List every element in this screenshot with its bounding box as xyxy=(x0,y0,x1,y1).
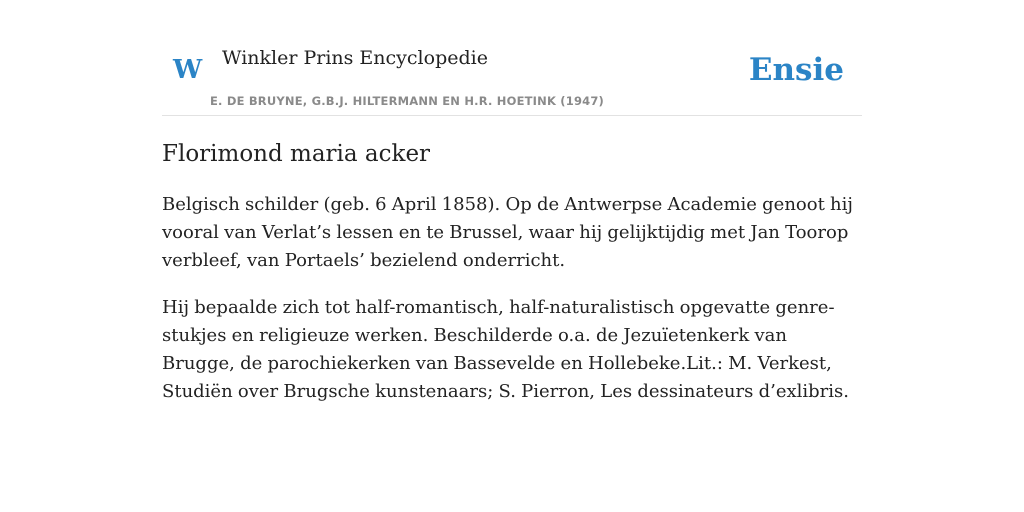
ensie-logo-link[interactable]: Ensie xyxy=(748,52,844,88)
header xyxy=(162,0,862,116)
winkler-prins-logo[interactable]: W xyxy=(173,55,203,85)
book-authors: E. DE BRUYNE, G.B.J. HILTERMANN EN H.R. HOETINK (1947) xyxy=(210,94,605,108)
article-paragraph: Hij bepaalde zich tot half-romantisch, half-naturalistisch opgevatte genre-stukjes en religieuze werken. Beschilderde o.a. de Jezuïetenkerk van Brugge, de parochiekerken van Bassevelde en Hollebeke.Lit.: M. Verkest, Studiën over Brugsche kunstenaars; S. Pierron, Les dessinateurs d’exlibris. xyxy=(162,297,849,402)
article-body xyxy=(162,191,862,425)
article-title: Florimond maria acker xyxy=(162,141,431,167)
book-title[interactable]: Winkler Prins Encyclopedie xyxy=(222,47,488,69)
article-paragraph: Belgisch schilder (geb. 6 April 1858). Op de Antwerpse Academie genoot hij vooral van Verlat’s lessen en te Brussel, waar hij gelijktijdig met Jan Toorop verbleef, van Portaels’ bezielend onderricht. xyxy=(162,194,853,271)
page xyxy=(162,0,862,402)
